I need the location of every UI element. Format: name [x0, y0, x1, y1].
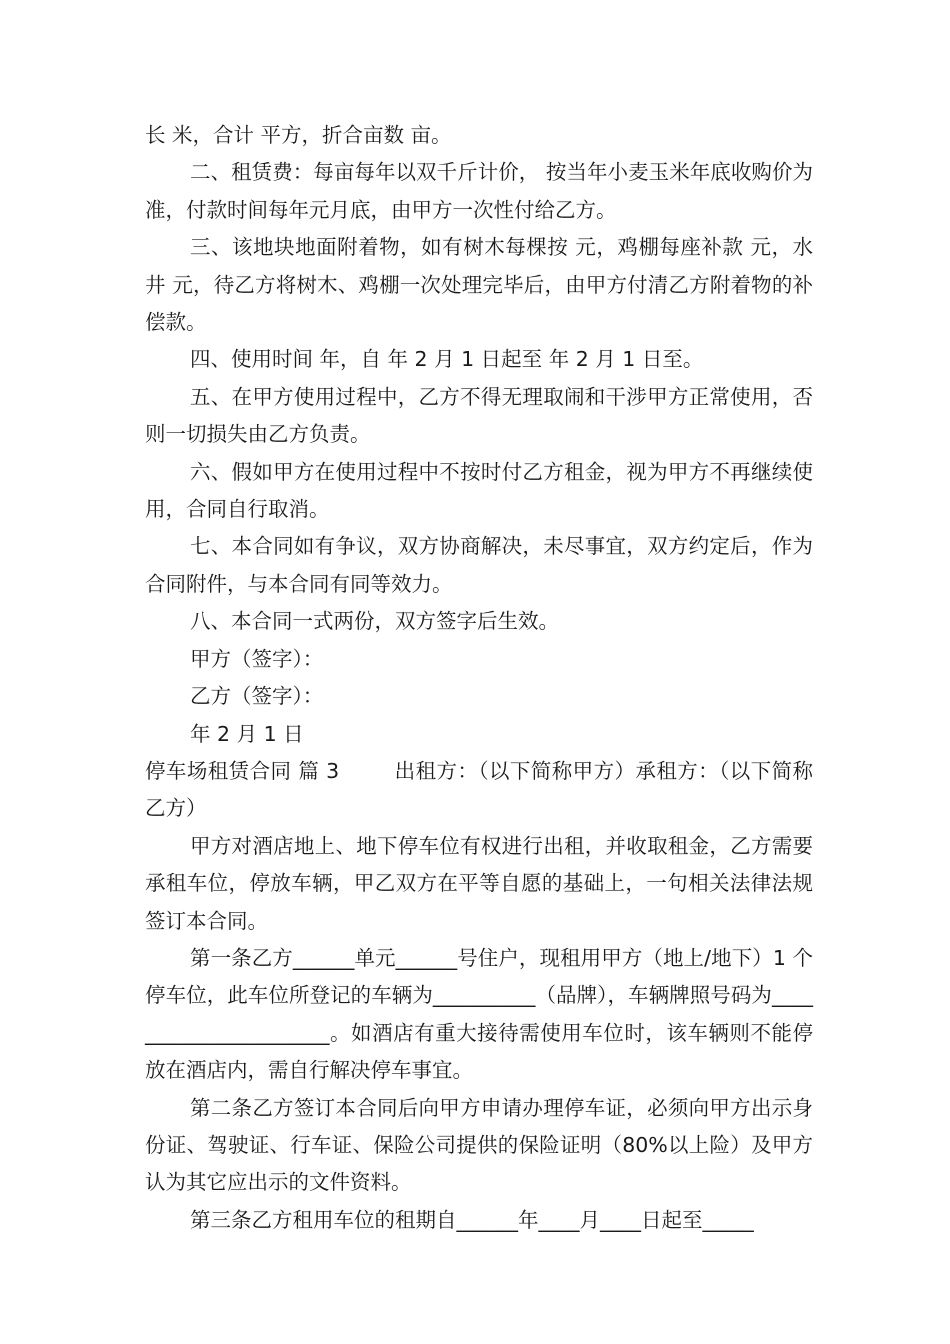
paragraph-copies: 八、本合同一式两份，双方签字后生效。	[190, 609, 559, 634]
contract-3-heading: 停车场租赁合同 篇 3 出租方：（以下简称甲方）承租方：（以下简称乙方）	[145, 758, 813, 821]
paragraph-land-size: 长 米，合计 平方，折合亩数 亩。	[145, 123, 452, 147]
article-3: 第三条乙方租用车位的租期自______年____月____日起至_____	[190, 1207, 754, 1232]
paragraph-parking-intro: 甲方对酒店地上、地下停车位有权进行出租，并收取租金，乙方需要承租车位，停放车辆，甲乙双方在平等自愿的基础上，一句相关法律法规签订本合同。	[145, 833, 813, 933]
article-2: 第二条乙方签订本合同后向甲方申请办理停车证，必须向甲方出示身份证、驾驶证、行车证、保险公司提供的保险证明（80%以上险）及甲方认为其它应出示的文件资料。	[145, 1095, 813, 1195]
signature-party-a: 甲方（签字）：	[190, 646, 324, 671]
paragraph-usage-time: 四、使用时间 年，自 年 2 月 1 日起至 年 2 月 1 日至。	[190, 347, 704, 372]
paragraph-no-interference: 五、在甲方使用过程中，乙方不得无理取闹和干涉甲方正常使用，否则一切损失由乙方负责。	[145, 384, 813, 447]
paragraph-rent-fee: 二、租赁费：每亩每年以双千斤计价， 按当年小麦玉米年底收购价为准，付款时间每年元月底，由甲方一次性付给乙方。	[145, 160, 813, 222]
paragraph-payment-default: 六、假如甲方在使用过程中不按时付乙方租金，视为甲方不再继续使用，合同自行取消。	[145, 459, 813, 522]
signature-date: 年 2 月 1 日	[190, 721, 304, 746]
document-body	[145, 117, 813, 1239]
paragraph-disputes: 七、本合同如有争议，双方协商解决，未尽事宜，双方约定后，作为合同附件，与本合同有同等效力。	[145, 534, 813, 596]
article-1: 第一条乙方______单元______号住户，现租用甲方（地上/地下）1 个停车位，此车位所登记的车辆为__________（品牌），车辆牌照号码为______________________。如酒店有重大接待需使用车位时，该车辆则不能停放在酒店内，需自行解决停车事宜。	[145, 945, 813, 1083]
signature-party-b: 乙方（签字）：	[190, 684, 324, 709]
paragraph-attachments: 三、该地块地面附着物，如有树木每棵按 元，鸡棚每座补款 元，水井 元，待乙方将树木、鸡棚一次处理完毕后，由甲方付清乙方附着物的补偿款。	[145, 235, 813, 335]
